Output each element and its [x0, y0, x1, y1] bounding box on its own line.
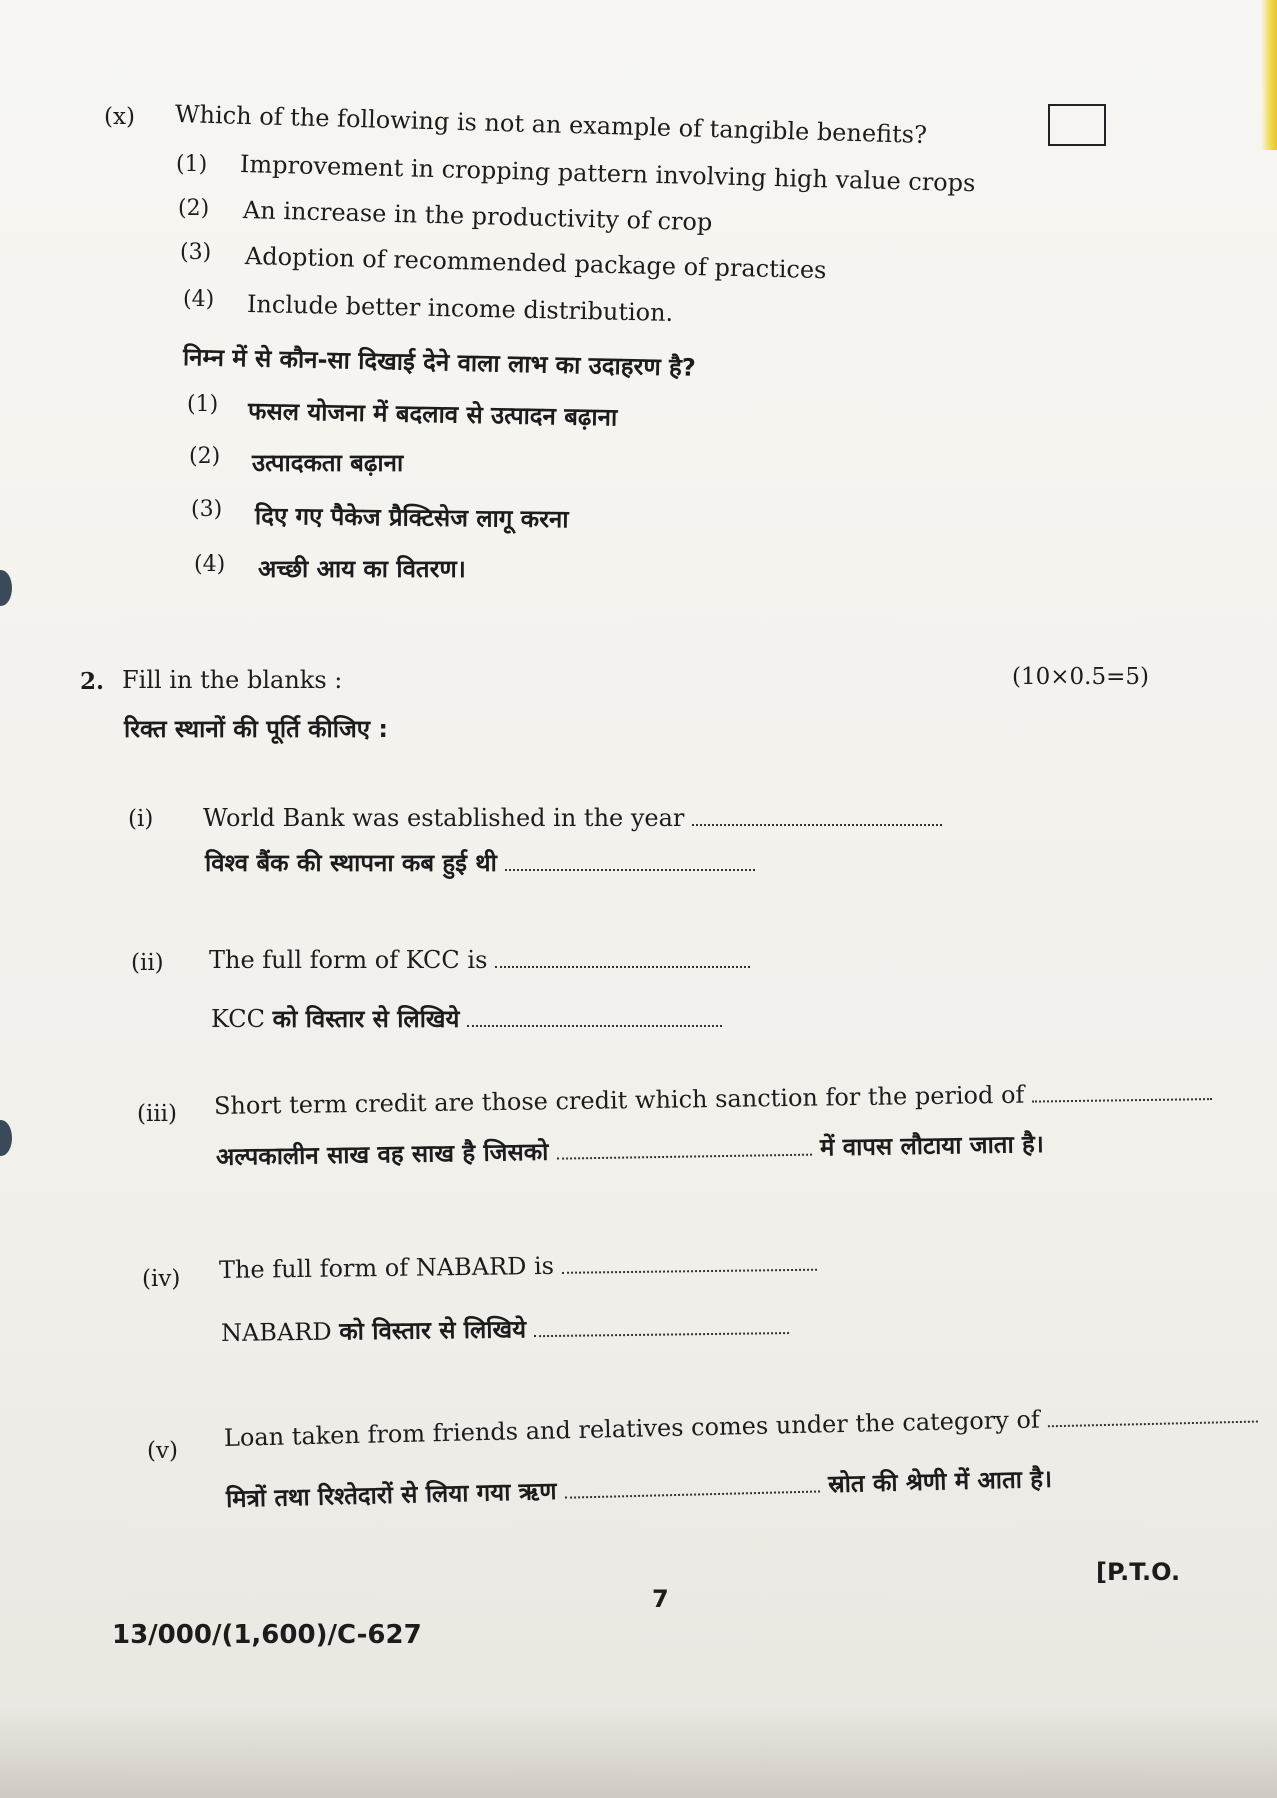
option-hi-1: फसल योजना में बदलाव से उत्पादन बढ़ाना — [247, 397, 618, 432]
page-bottom-shadow — [0, 1708, 1277, 1798]
option-number: (4) — [183, 287, 215, 312]
blank-i-text-en: World Bank was established in the year — [203, 804, 942, 832]
blank-iv-text-en: The full form of NABARD is — [219, 1249, 817, 1284]
blank-line[interactable] — [565, 1489, 820, 1498]
blank-iv-number: (iv) — [142, 1266, 181, 1292]
blank-i-number: (i) — [128, 806, 154, 832]
blank-iii-number: (iii) — [137, 1101, 178, 1127]
blank-ii-text-hi: KCC को विस्तार से लिखिये — [211, 1002, 722, 1035]
option-en-4: Include better income distribution. — [246, 290, 674, 327]
option-number: (1) — [187, 392, 219, 417]
binder-hole-icon — [0, 1120, 12, 1156]
blank-v-number: (v) — [147, 1438, 178, 1464]
blank-v-text-en: Loan taken from friends and relatives comes under the category of — [224, 1401, 1258, 1452]
option-number: (1) — [176, 152, 208, 177]
blank-line[interactable] — [1047, 1420, 1257, 1428]
blank-iv-text-hi: NABARD को विस्तार से लिखिये — [221, 1309, 789, 1349]
question-x-number: (x) — [104, 104, 135, 130]
pto-label: [P.T.O. — [1096, 1558, 1181, 1586]
blank-i-text-hi: विश्व बैंक की स्थापना कब हुई थी — [205, 846, 755, 879]
blank-line[interactable] — [562, 1268, 817, 1274]
blank-iii-text-en: Short term credit are those credit which sanction for the period of — [214, 1078, 1212, 1120]
blank-line[interactable] — [495, 965, 750, 968]
blank-ii-number: (ii) — [131, 950, 164, 976]
blank-line[interactable] — [467, 1024, 722, 1027]
blank-line[interactable] — [557, 1153, 812, 1160]
binder-hole-icon — [0, 570, 12, 606]
question-2-marks: (10×0.5=5) — [1012, 664, 1149, 690]
option-number: (4) — [194, 552, 226, 577]
question-2-title-en: Fill in the blanks : — [122, 666, 343, 694]
option-number: (2) — [189, 444, 221, 469]
option-number: (3) — [180, 240, 212, 265]
blank-line[interactable] — [534, 1331, 789, 1337]
yellow-edge-strip — [1261, 0, 1277, 150]
option-hi-4: अच्छी आय का वितरण। — [258, 555, 466, 583]
question-x-text-en: Which of the following is not an example of tangible benefits? — [174, 100, 928, 149]
option-en-1: Improvement in cropping pattern involving high value crops — [239, 150, 976, 198]
page-number: 7 — [652, 1585, 669, 1613]
blank-iii-text-hi: अल्पकालीन साख वह साख है जिसको में वापस लौटाया जाता है। — [215, 1129, 1045, 1171]
question-x-text-hi: निम्न में से कौन-सा दिखाई देने वाला लाभ का उदाहरण है? — [182, 343, 697, 382]
blank-line[interactable] — [505, 868, 755, 871]
blank-line[interactable] — [1032, 1097, 1212, 1103]
blank-line[interactable] — [692, 823, 942, 826]
option-hi-3: दिए गए पैकेज प्रैक्टिसेज लागू करना — [254, 502, 569, 534]
blank-ii-text-en: The full form of KCC is — [209, 946, 750, 974]
option-number: (3) — [191, 497, 223, 522]
answer-box[interactable] — [1048, 104, 1106, 146]
option-hi-2: उत्पादकता बढ़ाना — [252, 449, 404, 477]
blank-v-text-hi: मित्रों तथा रिश्तेदारों से लिया गया ऋण स्रोत की श्रेणी में आता है। — [225, 1464, 1053, 1513]
option-en-2: An increase in the productivity of crop — [242, 196, 713, 237]
option-number: (2) — [178, 196, 210, 221]
paper-code: 13/000/(1,600)/C-627 — [112, 1620, 422, 1650]
question-2-title-hi: रिक्त स्थानों की पूर्ति कीजिए : — [124, 715, 389, 743]
question-2-number: 2. — [80, 668, 105, 695]
option-en-3: Adoption of recommended package of practices — [244, 242, 827, 285]
